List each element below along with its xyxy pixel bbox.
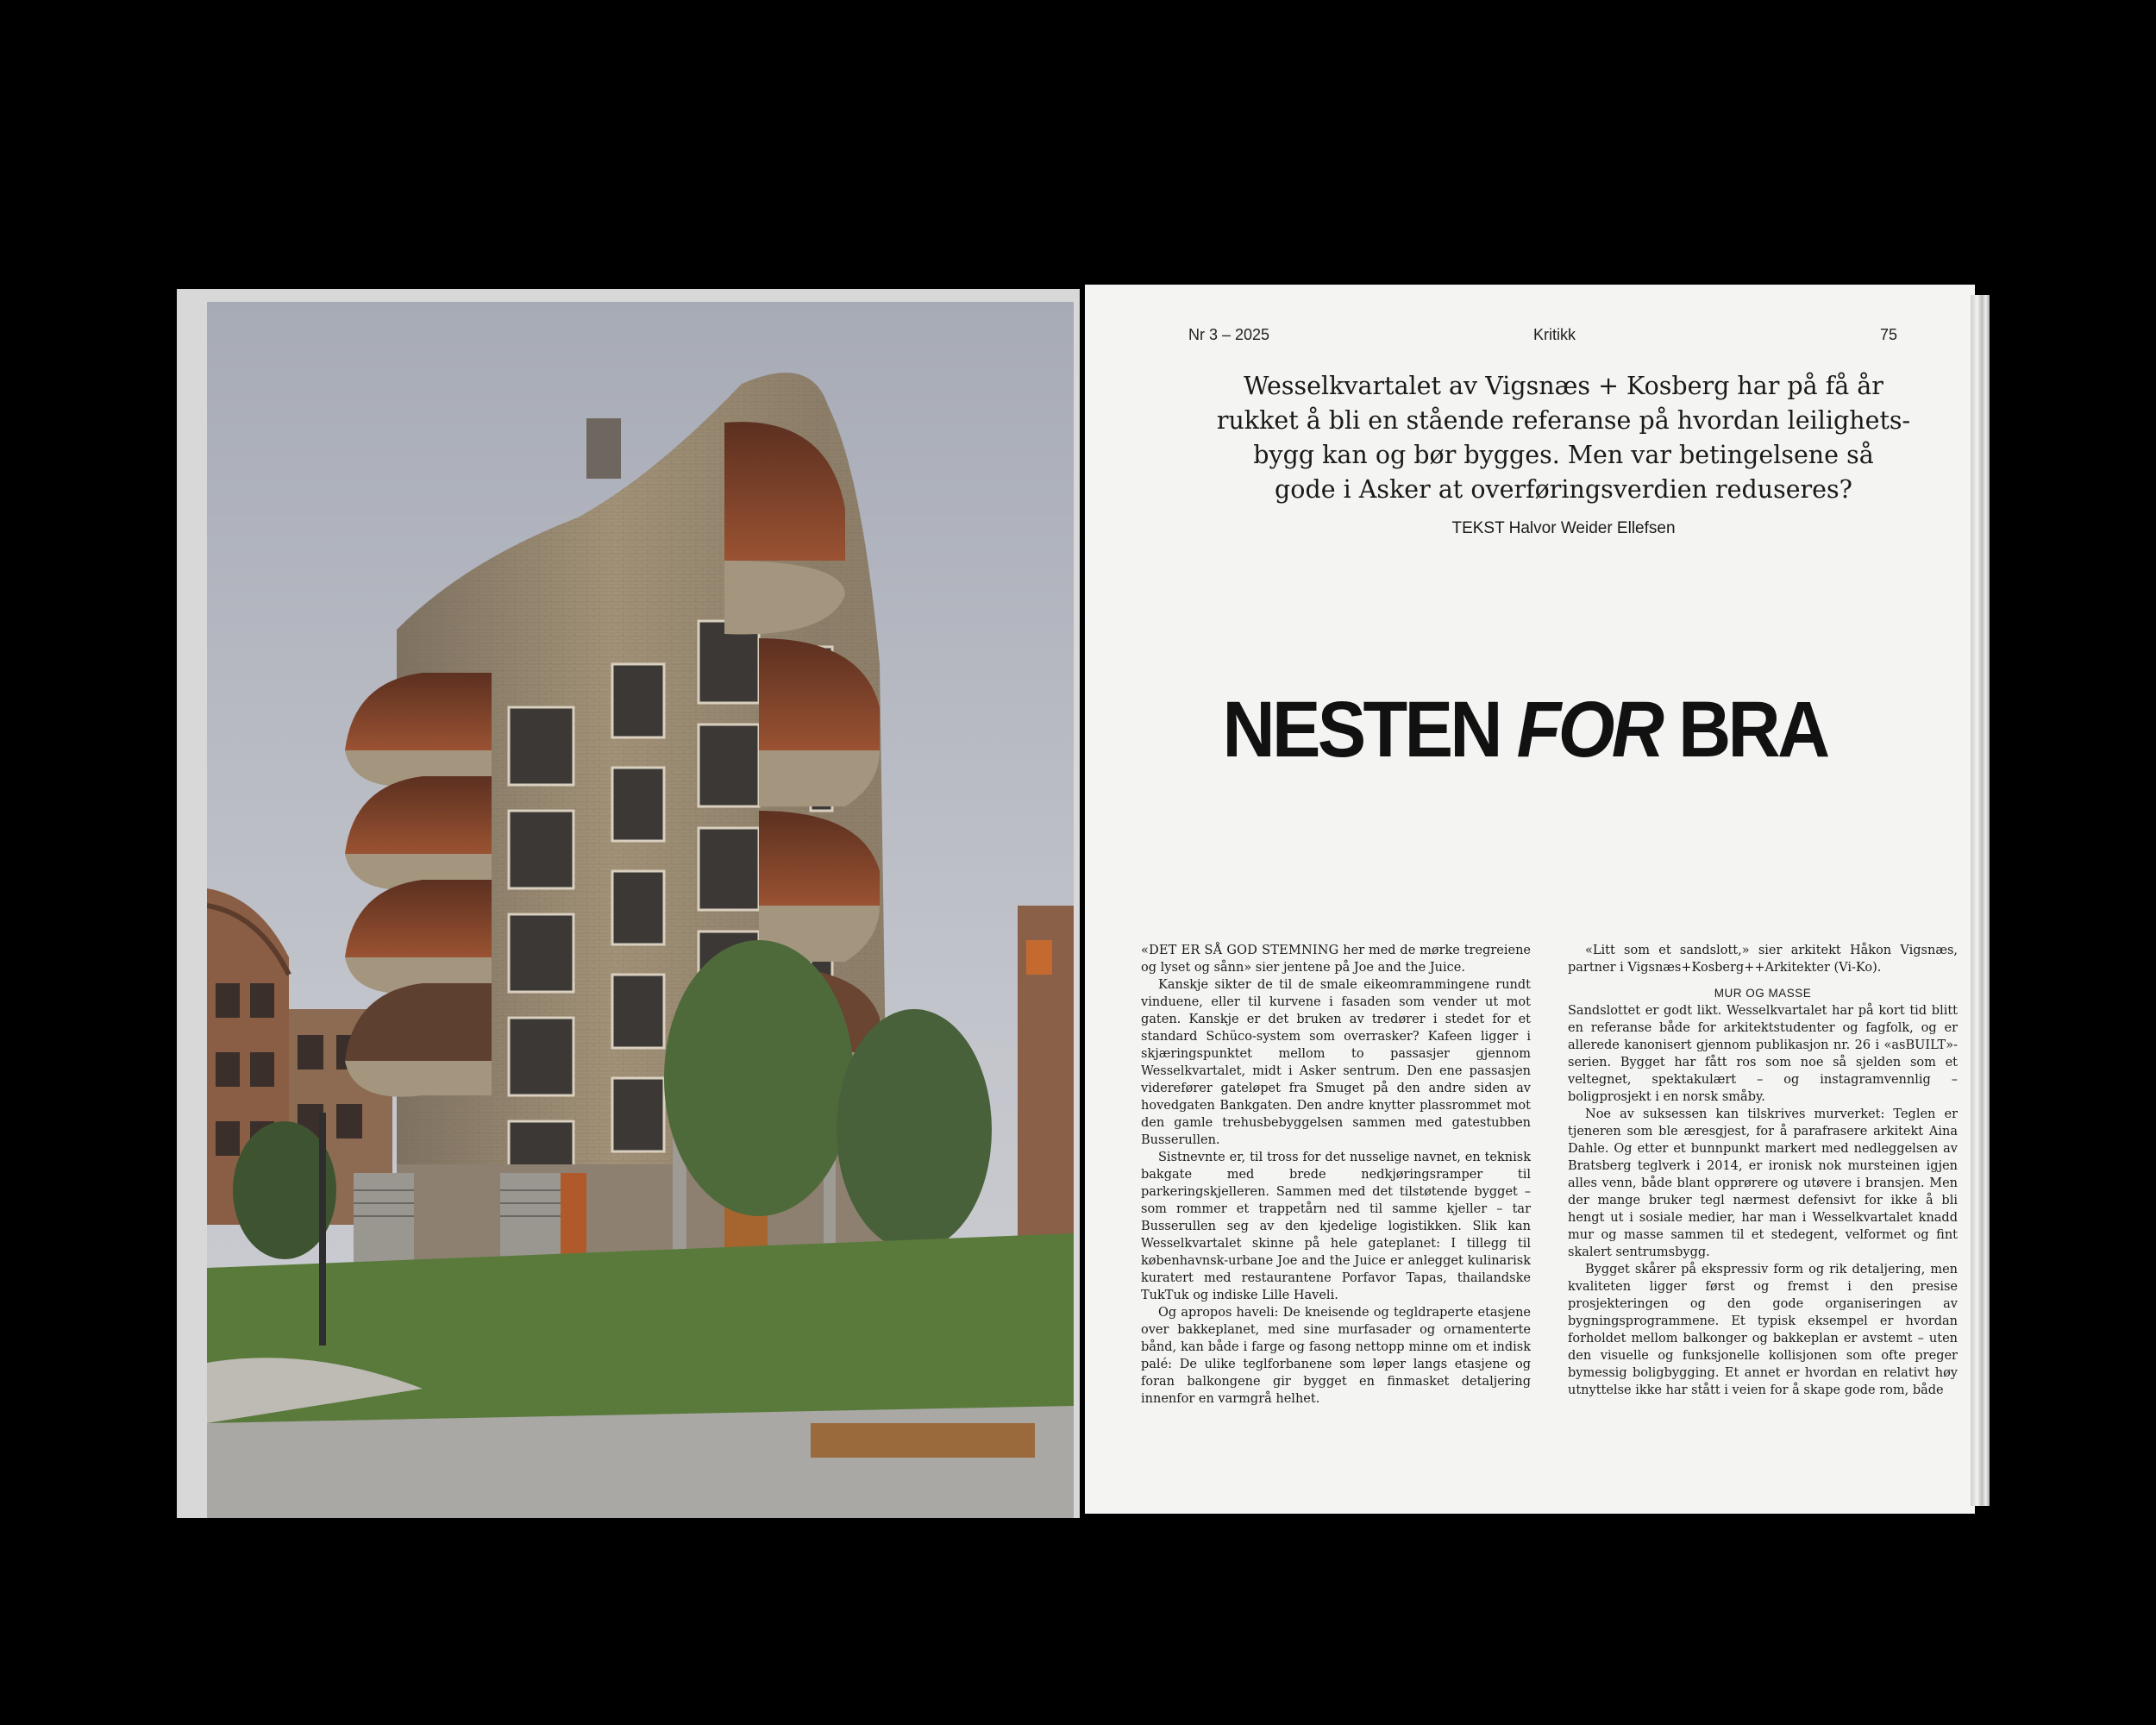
headline-part: BRA [1661, 686, 1827, 774]
deck-line: rukket å bli en stående referanse på hvordan leilighets- [1216, 406, 1911, 435]
paragraph: Sandslottet er godt likt. Wesselkvartalet har på kort tid blitt en referanse både for arkitektstudenter og fagfolk, og er allerede kanonisert gjennom publikasjon nr. 26 i «asBUILT»-serien. Bygget har fått ros som noe så sjelden som et veltegnet, spektakulært – og instagramvennlig – boligprosjekt i en norsk småby. [1568, 1004, 1958, 1104]
page-stack-edge [1971, 295, 1990, 1506]
paragraph: «Litt som et sandslott,» sier arkitekt Håkon Vigsnæs, partner i Vigsnæs+Kosberg++Arkitekter (Vi-Ko). [1568, 944, 1958, 975]
headline-part: NESTEN [1222, 686, 1517, 774]
headline [1200, 686, 1850, 774]
magazine-spread [177, 285, 1975, 1518]
left-page [177, 289, 1080, 1518]
paragraph-text: her med de mørke tregreiene og lyset og sånn» sier jentene på Joe and the Juice. [1141, 944, 1531, 975]
section-label: Kritikk [1533, 326, 1576, 343]
page-number: 75 [1879, 326, 1897, 343]
byline: TEKST Halvor Weider Ellefsen [1451, 519, 1676, 537]
body-column-2 [1568, 942, 1958, 1399]
deck-line: bygg kan og bør bygges. Men var betingelsene så [1253, 441, 1874, 469]
body-column-1 [1141, 942, 1531, 1408]
headline-emphasis: FOR [1516, 686, 1662, 774]
article-deck [1197, 369, 1930, 507]
paragraph: Og apropos haveli: De kneisende og tegldraperte etasjene over bakkeplanet, med sine murfasader og ornamenterte bånd, kan både i farge og fasong nettopp minne om et indisk palé: De ulike teglforbanene som løper langs etasjene og foran balkongene gir bygget en finmasket detaljering innenfor en varmgrå helhet. [1141, 1306, 1531, 1406]
paragraph: Kanskje sikter de til de smale eikeomrammingene rundt vinduene, eller til kurvene i fasaden som vender ut mot gaten. Kanskje er det bruken av tredører i stedet for et standard Schüco-system som overrasker? Kafeen ligger i skjæringspunktet mellom to passasjer gjennom Wesselkvartalet, midt i Asker sentrum. Den ene passasjen viderefører gateløpet fra Smuget på den andre siden av hovedgaten Bankgaten. Den andre knytter plassrommet mot den gamle trehusbebyggelsen sammen med gatestubben Busserullen. [1141, 978, 1531, 1147]
issue-label: Nr 3 – 2025 [1188, 326, 1270, 343]
building-photo [207, 302, 1074, 1518]
right-page [1085, 285, 1975, 1514]
deck-line: Wesselkvartalet av Vigsnæs + Kosberg har på få år [1244, 372, 1883, 400]
subheading: MUR OG MASSE [1714, 987, 1812, 1000]
paragraph: Sistnevnte er, til tross for det nusselige navnet, en teknisk bakgate med brede nedkjøringsramper til parkeringskjelleren. Sammen med det tilstøtende bygget – som rommer et trappetårn ned til samme kjeller – tar Busserullen seg av den kjedelige logistikken. Slik kan Wesselkvartalet skinne på hele gateplanet: I tillegg til københavnsk-urbane Joe and the Juice er anlegget kulinarisk kuratert med restaurantene Porfavor Tapas, thailandske TukTuk og indiske Lille Haveli. [1141, 1151, 1531, 1302]
paragraph: Bygget skårer på ekspressiv form og rik detaljering, men kvaliteten ligger først og fremst i den presise prosjekteringen og den gode organiseringen av bygningsprogrammene. Et typisk eksempel er hvordan forholdet mellom balkonger og bakkeplan er avstemt – uten den visuelle og funksjonelle kollisjonen som ofte preger bymessig boligbygging. Et annet er hvordan en relativt høy utnyttelse ikke har stått i veien for å skape gode rom, både [1568, 1263, 1958, 1397]
lead-in: «DET ER SÅ GOD STEMNING [1141, 944, 1339, 957]
deck-line: gode i Asker at overføringsverdien reduseres? [1275, 475, 1852, 504]
paragraph: Noe av suksessen kan tilskrives murverket: Teglen er tjeneren som ble æresgjest, for å parafrasere arkitekt Aina Dahle. Og etter et bunnpunkt markert med nedleggelsen av Bratsberg teglverk i 2014, er ironisk nok mursteinen igjen alles venn, både blant opprørere og utøvere i bransjen. Men der mange bruker tegl nærmest defensivt for ikke å bli hengt ut i sosiale medier, har man i Wesselkvartalet knadd mur og masse sammen til et stedegent, velformet og fint skalert sentrumsbygg. [1568, 1107, 1958, 1259]
paragraph [1141, 942, 1531, 976]
